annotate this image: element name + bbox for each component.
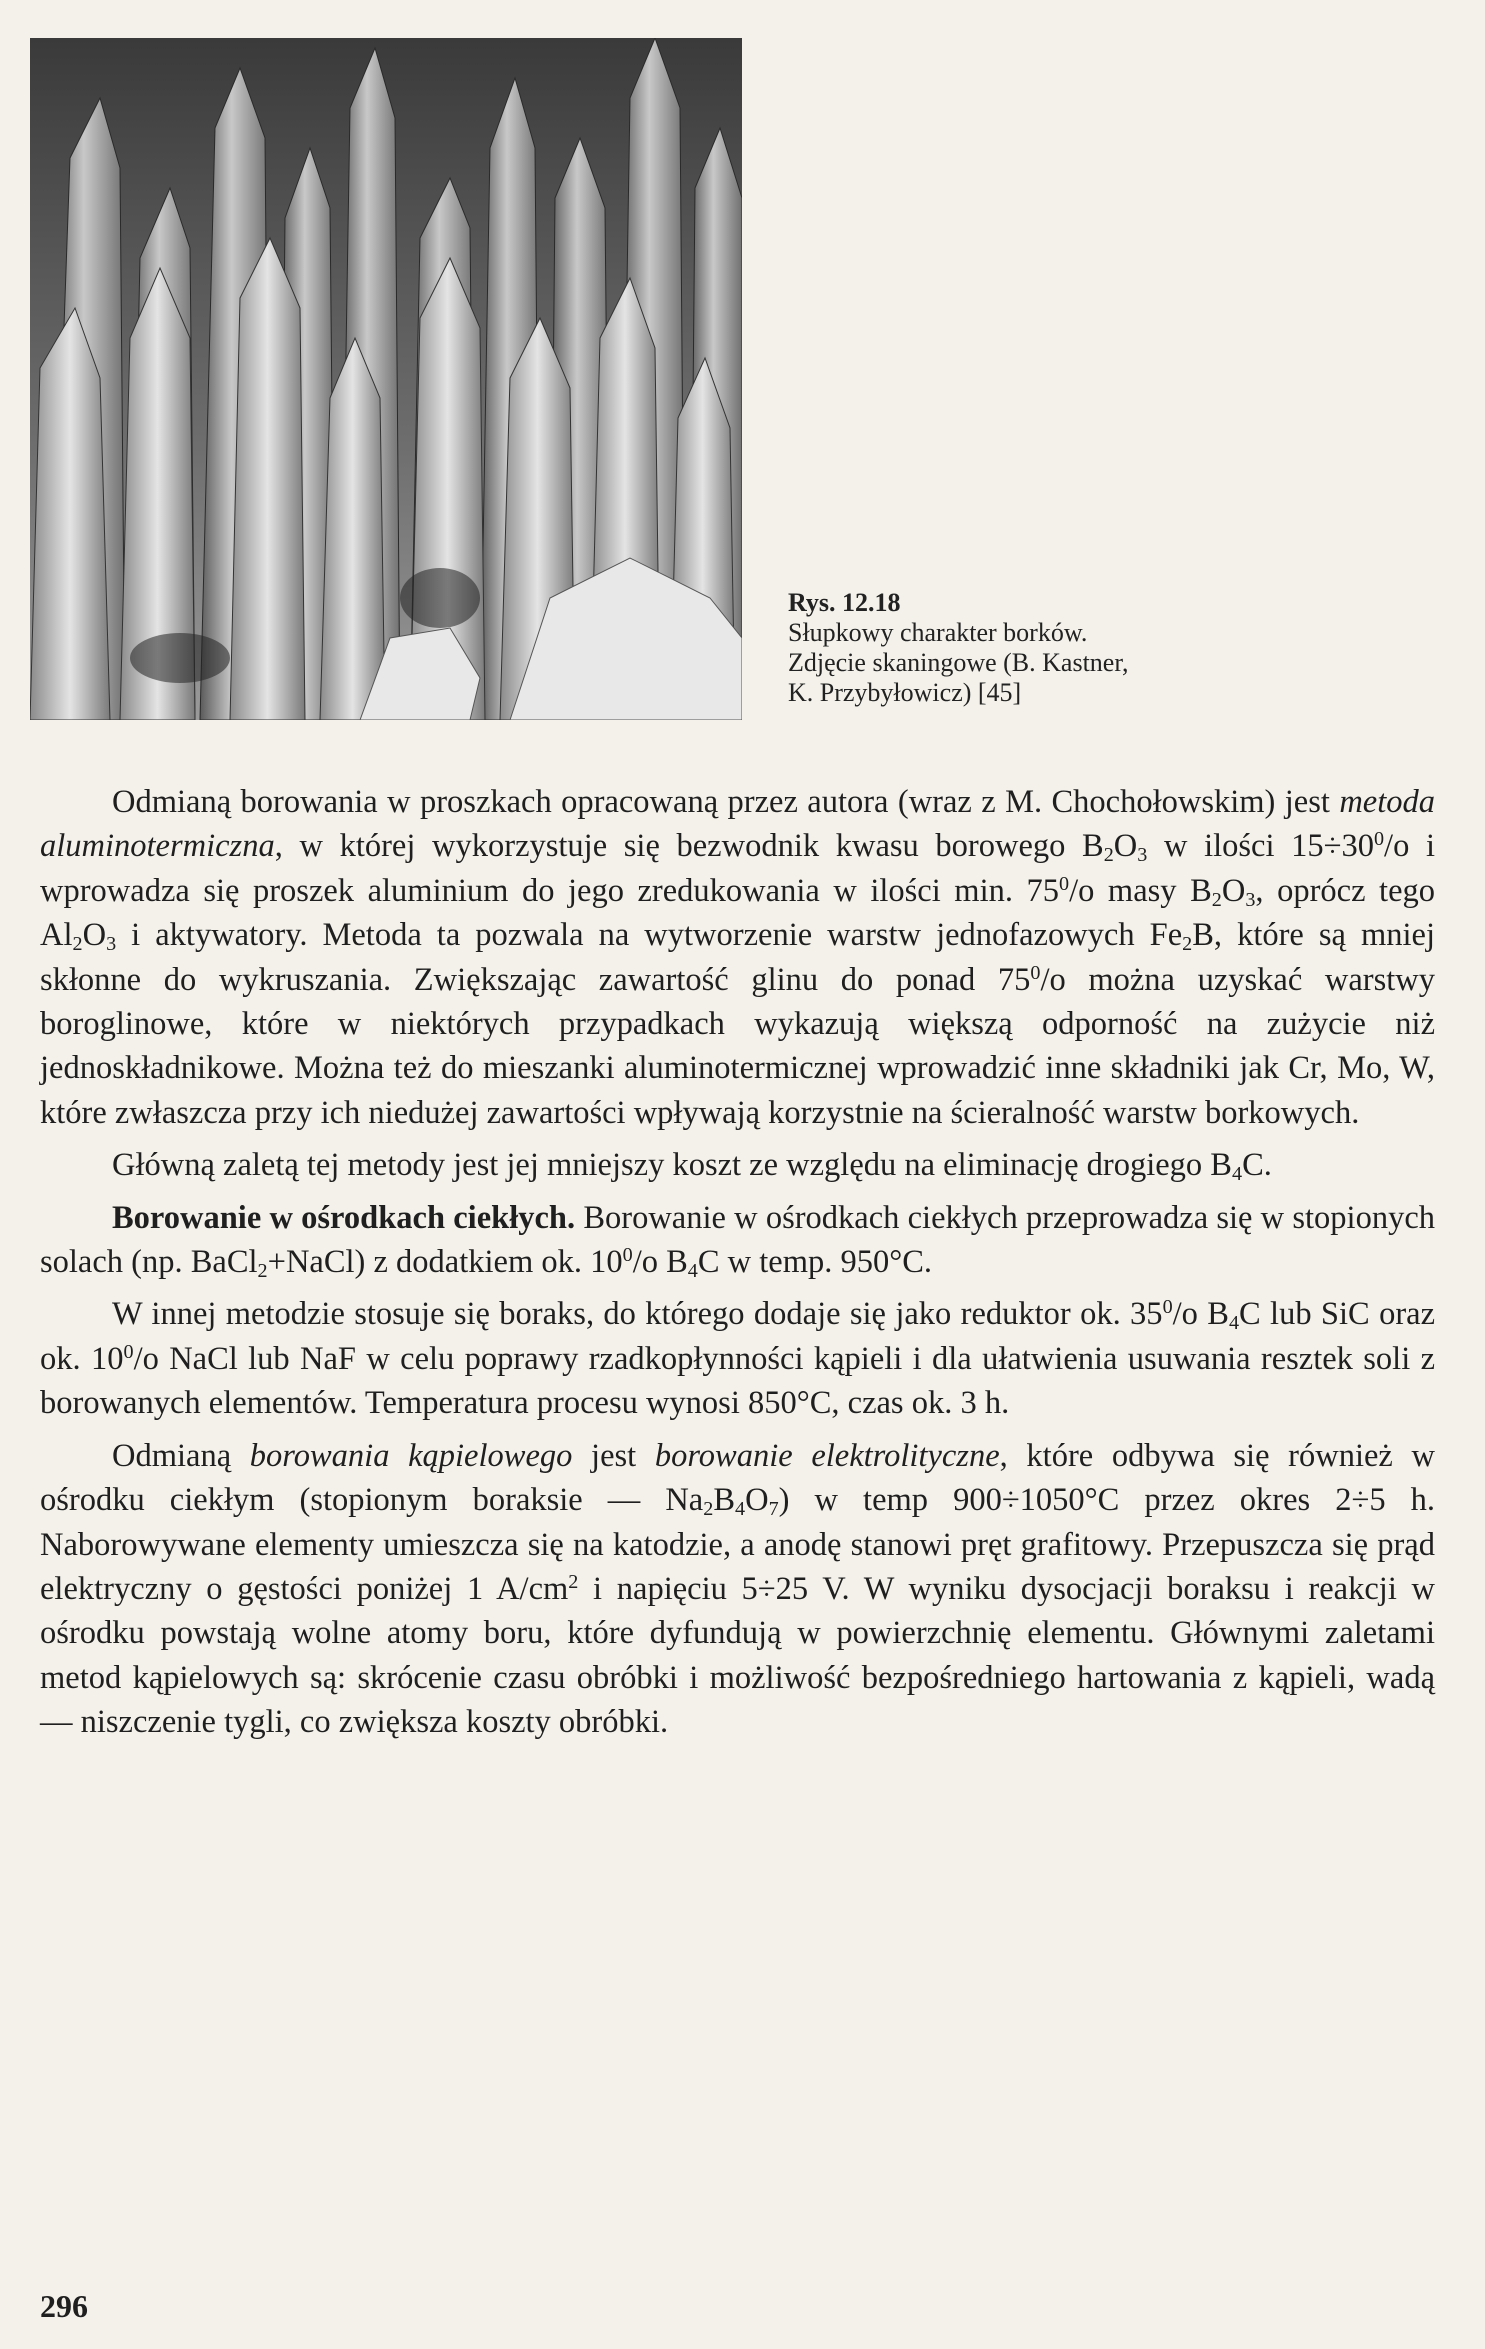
superscript: 0 xyxy=(1162,1296,1173,1319)
text-run: /o masy B xyxy=(1069,872,1212,909)
page-number: 296 xyxy=(40,2288,88,2324)
subscript: 2 xyxy=(257,1260,268,1283)
superscript: 2 xyxy=(568,1570,579,1593)
subscript: 2 xyxy=(1103,844,1114,867)
text-run: O xyxy=(1221,872,1246,909)
text-run: O xyxy=(82,917,107,954)
text-run: +NaCl) z dodatkiem ok. 10 xyxy=(267,1244,623,1281)
paragraph-electrolytic-boriding xyxy=(40,1434,1435,1745)
text-run: jest xyxy=(572,1437,655,1474)
text-run: i napięciu 5÷25 V. W wyniku dysocjacji boraksu i reakcji w ośrodku powstają wolne atomy boru, które dyfundują w powierzchnię elementu. Głównymi zaletami metod kąpielowych są: skrócenie czasu obróbki i możliwość bezpośredniego hartowania z kąpieli, wadą — niszczenie tygli, co zwiększa koszty obróbki. xyxy=(40,1570,1436,1741)
text-run: O xyxy=(1113,828,1138,865)
text-run: , oprócz tego Al xyxy=(40,872,1435,954)
caption-line-2: Zdjęcie skaningowe (B. Kastner, xyxy=(788,648,1129,677)
subscript: 2 xyxy=(72,933,83,956)
superscript: 0 xyxy=(1030,961,1041,984)
text-run: C lub SiC oraz ok. 10 xyxy=(40,1296,1435,1377)
text-run: , które odbywa się również w ośrodku ciekłym (stopionym boraksie — Na xyxy=(40,1437,1435,1519)
subscript: 7 xyxy=(768,1498,779,1521)
text-run: i aktywatory. Metoda ta pozwala na wytworzenie warstw jednofazowych Fe xyxy=(116,917,1183,954)
text-run: /o B xyxy=(632,1244,688,1281)
text-run: Borowanie w ośrodkach ciekłych przeprowadza się w stopionych solach (np. BaCl xyxy=(40,1199,1436,1281)
photo-illustration xyxy=(30,38,742,720)
subscript: 3 xyxy=(106,933,117,956)
text-run: /o i wprowadza się proszek aluminium do jego zredukowania w ilości min. 75 xyxy=(40,828,1435,909)
text-run: B, które są mniej skłonne do wykruszania. Zwiększając zawartość glinu do ponad 75 xyxy=(40,917,1436,998)
subscript: 3 xyxy=(1245,888,1256,911)
caption-line-1: Słupkowy charakter borków. xyxy=(788,618,1088,647)
paragraph-liquid-boriding xyxy=(40,1196,1435,1285)
subscript: 3 xyxy=(1137,844,1148,867)
paragraph-borax-method xyxy=(40,1292,1435,1425)
text-run: C w temp. 950°C. xyxy=(697,1244,933,1281)
subscript: 4 xyxy=(1228,1312,1240,1335)
text-run: B xyxy=(713,1482,735,1519)
text-run: ) w temp 900÷1050°C przez okres 2÷5 h. Naborowywane elementy umieszcza się na katodzie, a anodę stanowi pręt grafitowy. Przepuszcza się prąd elektryczny o gęstości poniżej 1 A/cm xyxy=(40,1482,1435,1607)
text-run: /o NaCl lub NaF w celu poprawy rzadkopłynności kąpieli i dla ułatwienia usuwania resztek soli z borowanych elementów. Temperatura procesu wynosi 850°C, czas ok. 3 h. xyxy=(40,1340,1436,1422)
text-run: W innej metodzie stosuje się boraks, do którego dodaje się jako reduktor ok. 35 xyxy=(112,1296,1163,1333)
term-aluminothermic: metoda aluminotermiczna xyxy=(40,784,1435,865)
text-run: /o B xyxy=(1172,1296,1229,1333)
section-heading-liquid-boriding: Borowanie w ośrodkach ciekłych. xyxy=(112,1199,576,1236)
body-text xyxy=(40,780,1435,1753)
text-run: , w której wykorzystuje się bezwodnik kwasu borowego B xyxy=(274,828,1104,865)
term-electrolytic-boriding: borowanie elektrolityczne xyxy=(654,1437,1000,1474)
figure-number: Rys. 12.18 xyxy=(788,588,901,617)
text-run: w ilości 15÷30 xyxy=(1147,828,1374,865)
subscript: 2 xyxy=(1182,933,1193,956)
text-run: /o można uzyskać warstwy boroglinowe, które w niektórych przypadkach wykazują większą odporność na zużycie niż jednoskładnikowe. Można też do mieszanki aluminotermicznej wprowadzić inne składniki jak Cr, Mo, W, które zwłaszcza przy ich niedużej zawartości wpływają korzystnie na ścieralność warstw borkowych. xyxy=(40,961,1435,1131)
text-run: Odmianą borowania w proszkach opracowaną przez autora (wraz z M. Chochołowskim) jest xyxy=(112,784,1340,820)
paragraph-aluminothermic-method xyxy=(40,780,1435,1135)
text-run: O xyxy=(745,1482,769,1519)
subscript: 4 xyxy=(735,1498,746,1521)
figure-caption xyxy=(788,588,1308,708)
subscript: 4 xyxy=(687,1260,698,1283)
subscript: 2 xyxy=(703,1498,714,1521)
sem-photo-columnar-borides xyxy=(30,38,742,720)
superscript: 0 xyxy=(622,1243,633,1266)
text-run: C. xyxy=(1242,1147,1272,1184)
superscript: 0 xyxy=(123,1340,134,1363)
paragraph-main-advantage xyxy=(40,1143,1435,1187)
subscript: 4 xyxy=(1231,1163,1243,1186)
superscript: 0 xyxy=(1059,872,1070,895)
text-run: Główną zaletą tej metody jest jej mniejszy koszt ze względu na eliminację drogiego B xyxy=(112,1147,1232,1184)
term-bath-boriding: borowania kąpielowego xyxy=(249,1437,573,1474)
text-run: Odmianą xyxy=(112,1437,250,1474)
superscript: 0 xyxy=(1373,828,1385,851)
subscript: 2 xyxy=(1211,888,1222,911)
caption-line-3: K. Przybyłowicz) [45] xyxy=(788,678,1022,707)
